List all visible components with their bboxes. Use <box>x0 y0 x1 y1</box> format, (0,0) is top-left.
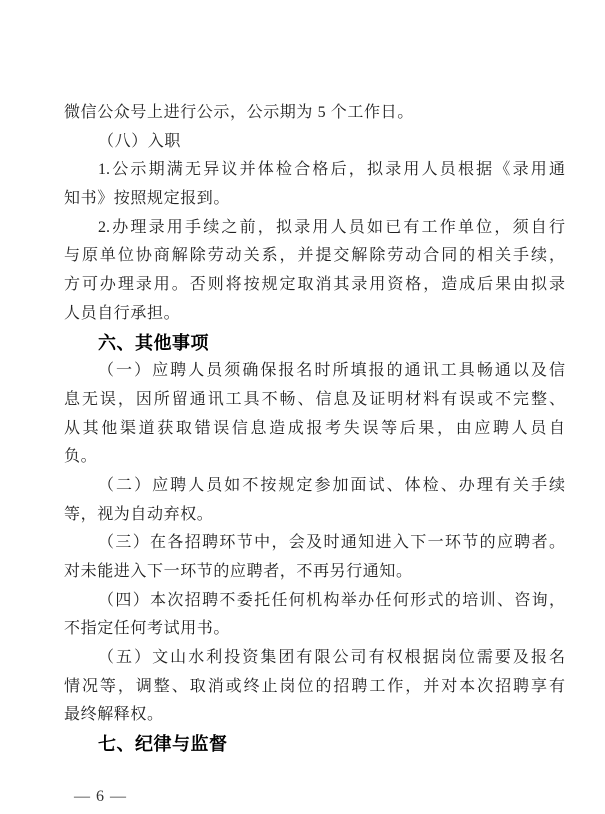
text-line: 2.办理录用手续之前，拟录用人员如已有工作单位，须自行 <box>98 218 565 236</box>
text-line: 对未能进入下一环节的应聘者，不再另行通知。 <box>64 563 413 580</box>
page-number: — 6 — <box>74 788 127 805</box>
text-line: 最终解释权。 <box>64 706 164 724</box>
text-line: 人员自行承担。 <box>64 304 181 322</box>
text-line: 1.公示期满无异议并体检合格后，拟录用人员根据《录用通 <box>98 161 565 179</box>
text-line: 方可办理录用。否则将按规定取消其录用资格，造成后果由拟录 <box>64 276 565 294</box>
text-line: （五）文山水利投资集团有限公司有权根据岗位需要及报名 <box>98 649 565 667</box>
section-heading: 六、其他事项 <box>98 332 209 353</box>
text-line: （二）应聘人员如不按规定参加面试、体检、办理有关手续 <box>98 476 565 494</box>
text-line: 知书》按照规定报到。 <box>64 190 231 208</box>
text-line: 情况等，调整、取消或终止岗位的招聘工作，并对本次招聘享有 <box>64 677 565 695</box>
section-heading: 七、纪律与监督 <box>98 734 228 755</box>
text-line: （三）在各招聘环节中，会及时通知进入下一环节的应聘者。 <box>98 534 565 552</box>
text-line: （八）入职 <box>98 132 182 150</box>
text-line: （一）应聘人员须确保报名时所填报的通讯工具畅通以及信 <box>98 362 565 380</box>
text-line: 与原单位协商解除劳动关系，并提交解除劳动合同的相关手续， <box>64 247 565 265</box>
text-line: 等，视为自动弃权。 <box>64 505 214 523</box>
text-line: 不指定任何考试用书。 <box>64 620 231 638</box>
text-line: （四）本次招聘不委托任何机构举办任何形式的培训、咨询， <box>98 591 565 609</box>
text-line: 微信公众号上进行公示，公示期为 5 个工作日。 <box>64 104 414 121</box>
text-line: 从其他渠道获取错误信息造成报考失误等后果，由应聘人员自 <box>64 419 565 437</box>
text-line: 息无误，因所留通讯工具不畅、信息及证明材料有误或不完整、 <box>64 390 565 408</box>
document-body <box>64 99 565 759</box>
text-line: 负。 <box>64 448 98 466</box>
